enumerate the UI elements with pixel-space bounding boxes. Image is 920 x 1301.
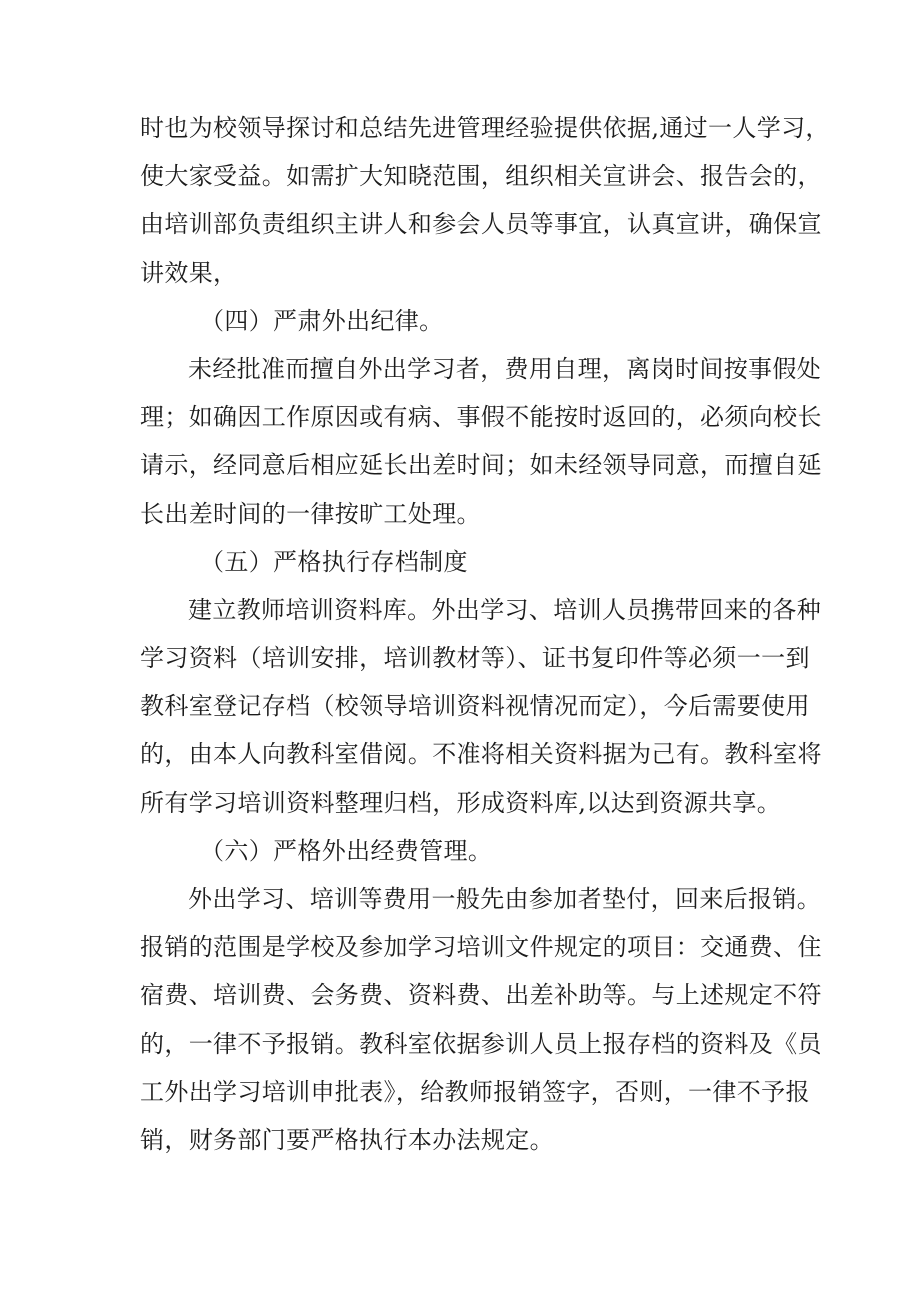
text-line: 的，由本人向教科室借阅。不准将相关资料据为己有。教科室将: [140, 740, 822, 769]
text-line: 请示，经同意后相应延长出差时间；如未经领导同意，而擅自延: [140, 451, 822, 480]
text-line: 的，一律不予报销。教科室依据参训人员上报存档的资料及《员: [140, 1029, 822, 1058]
text-line: 学习资料（培训安排，培训教材等）、证书复印件等必须一一到: [140, 644, 810, 673]
paragraph-start: 未经批准而擅自外出学习者，费用自理，离岗时间按事假处: [188, 354, 822, 383]
text-line: 讲效果，: [140, 258, 238, 287]
text-line: 工外出学习培训申批表》，给教师报销签字，否则，一律不予报: [140, 1077, 810, 1106]
text-line: 所有学习培训资料整理归档，形成资料库,以达到资源共享。: [140, 788, 782, 817]
text-line: 报销的范围是学校及参加学习培训文件规定的项目：交通费、住: [140, 933, 822, 962]
paragraph-start: 建立教师培训资料库。外出学习、培训人员携带回来的各种: [188, 595, 822, 624]
text-line: 使大家受益。如需扩大知晓范围，组织相关宣讲会、报告会的，: [140, 162, 822, 191]
section-heading-6: （六）严格外出经费管理。: [200, 836, 493, 865]
text-line: 时也为校领导探讨和总结先进管理经验提供依据,通过一人学习，: [140, 114, 830, 142]
section-heading-4: （四）严肃外出纪律。: [200, 306, 444, 335]
text-line: 教科室登记存档（校领导培训资料视情况而定），今后需要使用: [140, 692, 810, 721]
section-heading-5: （五）严格执行存档制度: [200, 547, 468, 576]
text-line: 理；如确因工作原因或有病、事假不能按时返回的，必须向校长: [140, 403, 822, 432]
document-body: [140, 104, 830, 1164]
text-line: 由培训部负责组织主讲人和参会人员等事宜，认真宣讲，确保宣: [140, 210, 822, 239]
text-line: 销，财务部门要严格执行本办法规定。: [140, 1125, 554, 1154]
text-line: 宿费、培训费、会务费、资料费、出差补助等。与上述规定不符: [140, 981, 822, 1010]
paragraph-start: 外出学习、培训等费用一般先由参加者垫付，回来后报销。: [188, 885, 822, 913]
text-line: 长出差时间的一律按旷工处理。: [140, 499, 481, 528]
